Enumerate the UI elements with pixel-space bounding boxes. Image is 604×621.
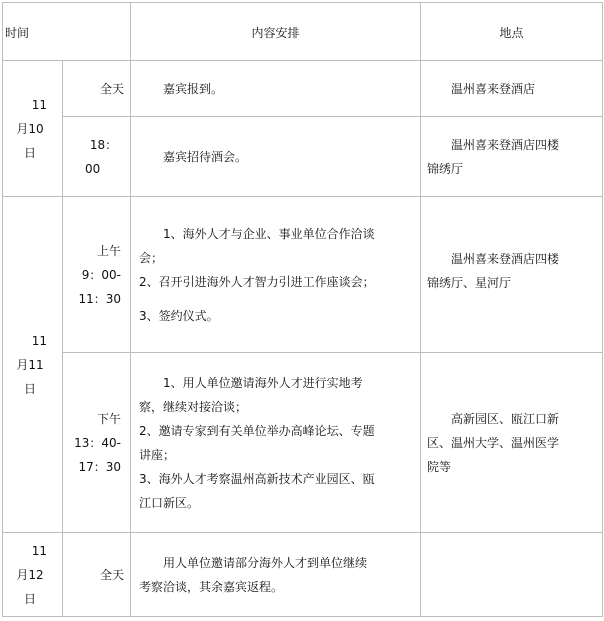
- date-day2-line1: 11: [31, 333, 47, 348]
- time-cell: [63, 533, 131, 617]
- header-content-label: 内容安排: [251, 26, 300, 40]
- date-day2-line2: 月11日: [16, 357, 44, 396]
- date-cell-day2: [3, 197, 63, 533]
- content-day2-row2-line4: 讲座；: [139, 447, 176, 462]
- place-day2-row1-line1: 温州喜来登酒店四楼: [451, 252, 560, 266]
- time-day2-row2-line1: 下午: [96, 411, 121, 426]
- place-day1-row1: 温州喜来登酒店: [451, 81, 536, 96]
- spacer: [139, 294, 414, 304]
- time-cell: [63, 61, 131, 117]
- content-cell: [131, 61, 421, 117]
- place-day2-row2-line2: 区、温州大学、温州医学: [427, 435, 560, 450]
- time-day1-row2-line2: 00: [85, 161, 101, 176]
- place-day2-row1-line2: 锦绣厅、星河厅: [427, 276, 512, 290]
- table-row: [3, 117, 603, 197]
- content-day3-row1-line1: 用人单位邀请部分海外人才到单位继续: [163, 555, 368, 570]
- time-day2-row1-line3: 11：30: [78, 291, 121, 306]
- content-day2-row2-line3: 2、邀请专家到有关单位举办高峰论坛、专题: [139, 423, 375, 438]
- content-day1-row2: 嘉宾招待酒会。: [163, 149, 248, 164]
- time-day2-row1-line2: 9：00-: [81, 267, 121, 282]
- content-day2-row2-line6: 江口新区。: [139, 495, 200, 510]
- time-cell: [63, 353, 131, 533]
- header-content: [131, 3, 421, 61]
- date-cell-day3: [3, 533, 63, 617]
- time-cell: [63, 197, 131, 353]
- time-day2-row2-line3: 17：30: [78, 459, 121, 474]
- content-cell: [131, 197, 421, 353]
- header-place-label: 地点: [499, 26, 524, 40]
- header-row: [3, 3, 603, 61]
- content-day1-row1: 嘉宾报到。: [163, 81, 224, 96]
- date-day3-line2: 月12日: [16, 567, 44, 606]
- table-row: [3, 197, 603, 353]
- date-day3-line1: 11: [31, 543, 47, 558]
- place-cell: [421, 533, 603, 617]
- table-row: [3, 533, 603, 617]
- time-cell: [63, 117, 131, 197]
- time-day2-row2-line2: 13：40-: [74, 435, 121, 450]
- place-cell: [421, 353, 603, 533]
- content-day2-row2-line1: 1、用人单位邀请海外人才进行实地考: [163, 375, 363, 390]
- schedule-table: [2, 2, 603, 617]
- table-row: [3, 353, 603, 533]
- date-day1-line1: 11: [31, 97, 47, 112]
- place-day2-row2-line3: 院等: [427, 459, 452, 474]
- header-time: [3, 3, 131, 61]
- content-day2-row2-line2: 察，继续对接洽谈；: [139, 399, 248, 414]
- place-cell: [421, 61, 603, 117]
- content-cell: [131, 117, 421, 197]
- time-day1-row2-line1: 18：: [89, 137, 118, 152]
- time-day2-row1-line1: 上午: [96, 243, 121, 258]
- content-day3-row1-line2: 考察洽谈，其余嘉宾返程。: [139, 579, 284, 594]
- header-place: [421, 3, 603, 61]
- content-day2-row1-line2: 会；: [139, 250, 164, 265]
- place-day2-row2-line1: 高新园区、瓯江口新: [451, 411, 560, 426]
- place-cell: [421, 117, 603, 197]
- content-cell: [131, 353, 421, 533]
- content-cell: [131, 533, 421, 617]
- content-day2-row2-line5: 3、海外人才考察温州高新技术产业园区、瓯: [139, 471, 375, 486]
- date-cell-day1: [3, 61, 63, 197]
- place-cell: [421, 197, 603, 353]
- table-row: [3, 61, 603, 117]
- place-day1-row2-line1: 温州喜来登酒店四楼: [451, 137, 560, 152]
- content-day2-row1-line3: 2、召开引进海外人才智力引进工作座谈会；: [139, 274, 375, 289]
- content-day2-row1-line1: 1、海外人才与企业、事业单位合作洽谈: [163, 226, 375, 241]
- time-day3-row1: 全天: [99, 567, 124, 582]
- time-day1-row1: 全天: [99, 81, 124, 96]
- content-day2-row1-line4: 3、签约仪式。: [139, 308, 219, 323]
- place-day1-row2-line2: 锦绣厅: [427, 161, 464, 176]
- header-time-label: 时间: [5, 26, 30, 40]
- date-day1-line2: 月10日: [16, 121, 44, 160]
